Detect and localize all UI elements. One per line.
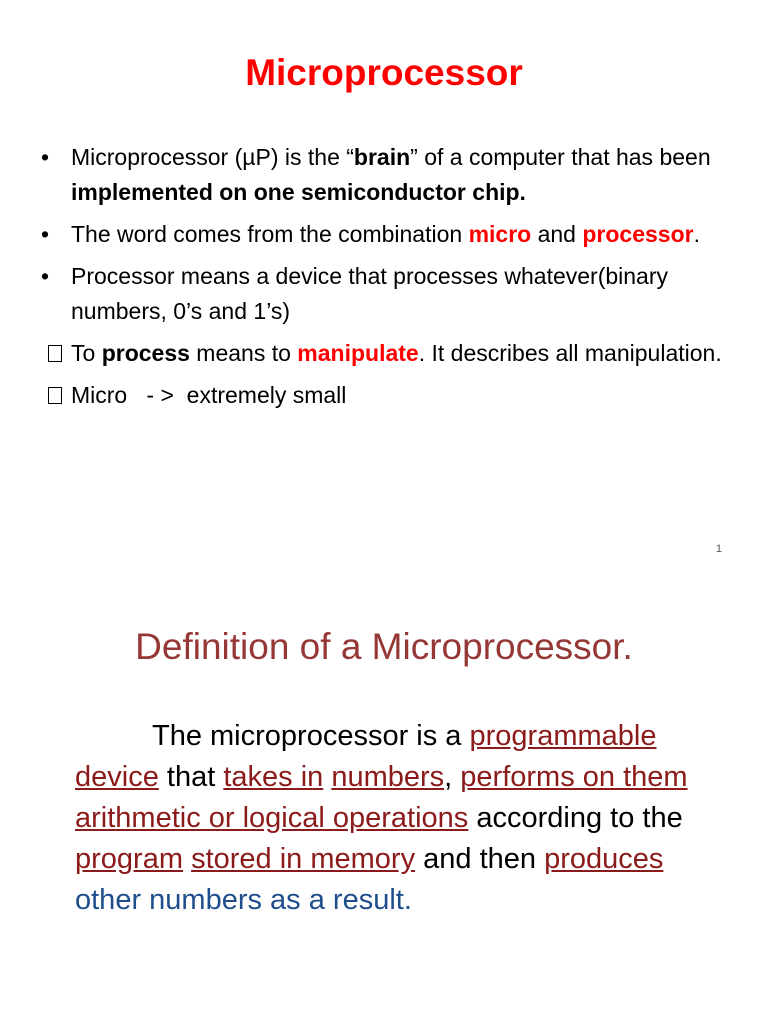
missing-glyph-box-icon [48,387,62,404]
definition-paragraph: The microprocessor is a programmable device that takes in numbers, performs on them arithmetic or logical operations according to the program stored in memory and then produces other numbers as a result. [75,720,688,916]
underlined-term: produces [544,843,664,875]
bullet-item: Micro - > extremely small [30,378,742,413]
underlined-term: stored in memory [191,843,416,875]
bullet-dot-icon: • [41,144,50,170]
underlined-term: numbers [331,761,445,793]
underlined-term: programmable device [75,720,657,793]
missing-glyph-box-icon [48,345,62,362]
slide-2 [0,580,768,1024]
bullet-dot-icon: • [41,263,50,289]
slide-title: Definition of a Microprocessor. [135,626,633,667]
underlined-term: takes in [223,761,324,793]
result-text: other numbers as a result. [75,884,412,916]
page-number: 1 [715,543,722,555]
bullet-item: To process means to manipulate. It describes all manipulation. [30,336,742,371]
bullet-dot-icon: • [41,221,50,247]
bullet-item: • The word comes from the combination micro and processor. [30,217,742,252]
bullet-item: • Microprocessor (µP) is the “brain” of a computer that has been implemented on one semiconductor chip. [30,140,742,210]
underlined-term: performs on them arithmetic or logical operations [75,761,688,834]
slide-title: Microprocessor [245,52,523,93]
underlined-term: program [75,843,183,875]
bullet-list [30,140,742,420]
bullet-item: • Processor means a device that processes whatever(binary numbers, 0’s and 1’s) [30,259,742,329]
